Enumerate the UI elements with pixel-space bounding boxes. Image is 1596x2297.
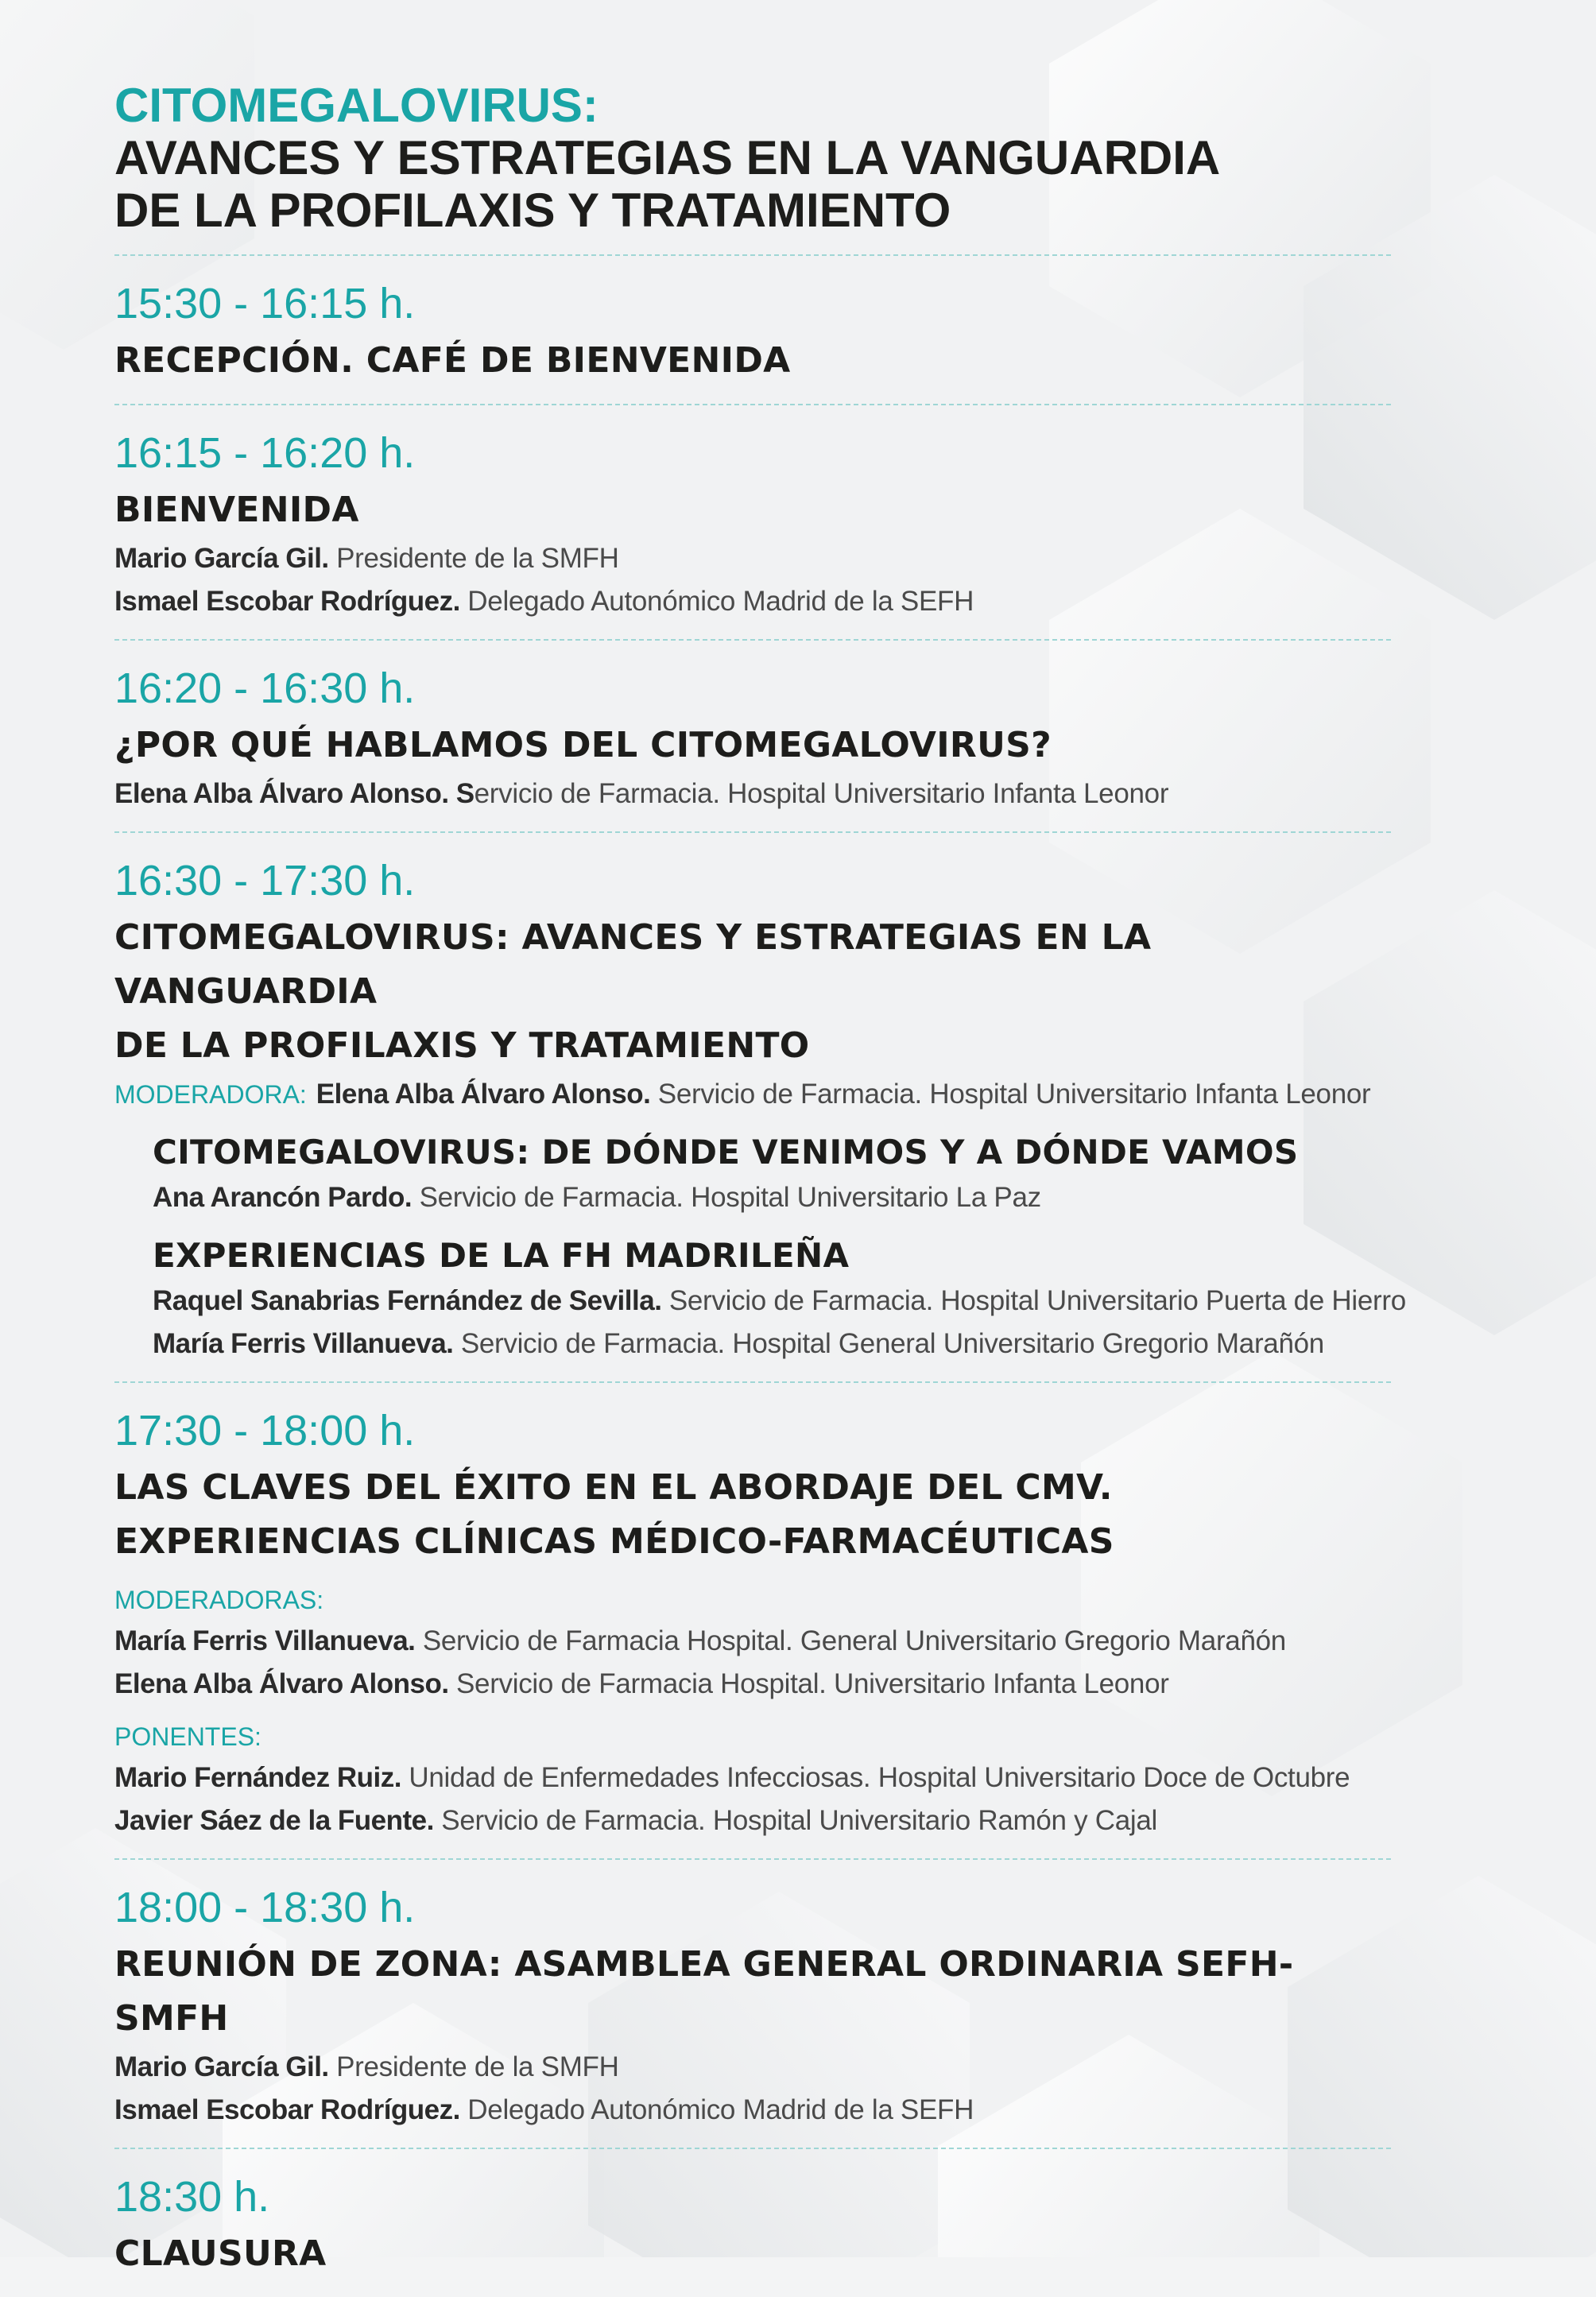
moderator-line xyxy=(114,1663,1391,1706)
speaker-role: Unidad de Enfermedades Infecciosas. Hospital Universitario Doce de Octubre xyxy=(401,1762,1350,1793)
moderator-role: Servicio de Farmacia Hospital. Universitario Infanta Leonor xyxy=(448,1668,1169,1699)
speaker-role: Presidente de la SMFH xyxy=(328,2051,619,2082)
subsession-heading: CITOMEGALOVIRUS: DE DÓNDE VENIMOS Y A DÓNDE VAMOS xyxy=(153,1133,1299,1172)
session-heading: RECEPCIÓN. CAFÉ DE BIENVENIDA xyxy=(114,340,791,381)
subsession-heading: EXPERIENCIAS DE LA FH MADRILEÑA xyxy=(153,1236,850,1275)
speaker-name: Mario García Gil. xyxy=(114,2051,329,2082)
session-heading-line-2: DE LA PROFILAXIS Y TRATAMIENTO xyxy=(114,1025,810,1066)
moderator-name: María Ferris Villanueva. xyxy=(114,1625,416,1656)
program-page xyxy=(114,79,1406,2297)
speaker-line xyxy=(114,773,1391,815)
speaker-name: Ismael Escobar Rodríguez. xyxy=(114,2094,460,2125)
subsession-experiences xyxy=(114,1232,1406,1365)
title-line-2: DE LA PROFILAXIS Y TRATAMIENTO xyxy=(114,184,951,237)
session-time: 17:30 - 18:00 h. xyxy=(114,1407,416,1455)
session-heading: REUNIÓN DE ZONA: ASAMBLEA GENERAL ORDINARIA SEFH-SMFH xyxy=(114,1944,1294,2039)
speaker-line xyxy=(114,2089,1391,2132)
speaker-role: Presidente de la SMFH xyxy=(328,543,619,574)
session-cmv-advances xyxy=(114,833,1406,1381)
speaker-role: Servicio de Farmacia. Hospital Universitario Ramón y Cajal xyxy=(433,1805,1158,1836)
speaker-line xyxy=(114,580,1391,623)
speaker-line xyxy=(114,1799,1391,1842)
moderator-name: Elena Alba Álvaro Alonso. xyxy=(114,1668,449,1699)
session-heading-line-2: EXPERIENCIAS CLÍNICAS MÉDICO-FARMACÉUTICAS xyxy=(114,1521,1114,1562)
session-time: 16:15 - 16:20 h. xyxy=(114,429,416,477)
speaker-name: María Ferris Villanueva. xyxy=(153,1328,454,1359)
speaker-line xyxy=(153,1280,1406,1323)
moderator-line xyxy=(114,1620,1391,1663)
moderator-role: Servicio de Farmacia. Hospital Universitario Infanta Leonor xyxy=(650,1079,1371,1110)
session-time: 18:30 h. xyxy=(114,2173,270,2221)
speaker-name: Mario García Gil. xyxy=(114,543,329,574)
session-keys-success xyxy=(114,1383,1391,1858)
session-welcome xyxy=(114,405,1391,639)
speaker-name: Ismael Escobar Rodríguez. xyxy=(114,586,460,617)
speaker-name: Mario Fernández Ruiz. xyxy=(114,1762,401,1793)
speaker-name: Ana Arancón Pardo. xyxy=(153,1182,413,1213)
speaker-line xyxy=(153,1323,1391,1365)
speaker-name: Elena Alba Álvaro Alonso. S xyxy=(114,778,475,809)
speaker-role: Servicio de Farmacia. Hospital General Universitario Gregorio Marañón xyxy=(453,1328,1324,1359)
session-heading: ¿POR QUÉ HABLAMOS DEL CITOMEGALOVIRUS? xyxy=(114,725,1052,765)
session-why-cmv xyxy=(114,641,1391,831)
speaker-role: Servicio de Farmacia. Hospital Universitario Puerta de Hierro xyxy=(661,1285,1406,1316)
moderator-name: Elena Alba Álvaro Alonso. xyxy=(316,1079,651,1110)
moderator-line xyxy=(114,1073,1391,1116)
speaker-name: Javier Sáez de la Fuente. xyxy=(114,1805,434,1836)
title-line-1: AVANCES Y ESTRATEGIAS EN LA VANGUARDIA xyxy=(114,131,1221,184)
session-closing xyxy=(114,2149,1391,2297)
session-reception xyxy=(114,256,1391,404)
speaker-role: Servicio de Farmacia. Hospital Universitario La Paz xyxy=(412,1182,1041,1213)
speaker-line xyxy=(114,1757,1391,1799)
speaker-name: Raquel Sanabrias Fernández de Sevilla. xyxy=(153,1285,662,1316)
session-time: 15:30 - 16:15 h. xyxy=(114,280,416,327)
session-heading: BIENVENIDA xyxy=(114,490,359,530)
subsession-origins xyxy=(114,1129,1391,1219)
speaker-role: ervicio de Farmacia. Hospital Universitario Infanta Leonor xyxy=(474,778,1169,809)
session-heading: CLAUSURA xyxy=(114,2233,327,2274)
session-heading-line-1: CITOMEGALOVIRUS: AVANCES Y ESTRATEGIAS EN LA VANGUARDIA xyxy=(114,917,1152,1012)
session-time: 18:00 - 18:30 h. xyxy=(114,1884,416,1931)
speakers-label: PONENTES: xyxy=(114,1722,261,1751)
moderator-role: Servicio de Farmacia Hospital. General Universitario Gregorio Marañón xyxy=(415,1625,1286,1656)
speaker-line xyxy=(114,2046,1391,2089)
moderators-label: MODERADORAS: xyxy=(114,1586,324,1614)
speaker-line xyxy=(153,1176,1391,1219)
speaker-role: Delegado Autonómico Madrid de la SEFH xyxy=(459,2094,974,2125)
session-heading-line-1: LAS CLAVES DEL ÉXITO EN EL ABORDAJE DEL CMV. xyxy=(114,1467,1113,1508)
title-accent: CITOMEGALOVIRUS: xyxy=(114,79,598,132)
main-title xyxy=(114,79,1391,237)
moderator-label: MODERADORA: xyxy=(114,1080,307,1109)
speaker-role: Delegado Autonómico Madrid de la SEFH xyxy=(459,586,974,617)
speaker-line xyxy=(114,537,1391,580)
session-zone-meeting xyxy=(114,1860,1391,2148)
session-time: 16:30 - 17:30 h. xyxy=(114,857,416,904)
session-time: 16:20 - 16:30 h. xyxy=(114,664,416,712)
